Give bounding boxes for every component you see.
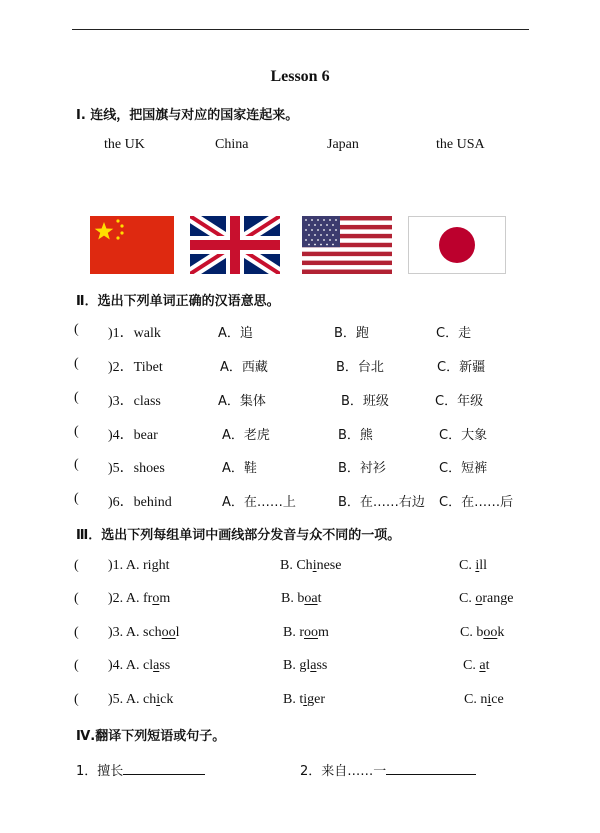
option-a: )5. A. chick	[108, 692, 174, 707]
option-b: B. Chinese	[280, 558, 342, 573]
country-label-china: China	[215, 137, 249, 152]
japan-flag	[408, 216, 506, 274]
option-a: A．追	[218, 326, 253, 341]
option-c: C．大象	[439, 428, 488, 443]
section2-heading: Ⅱ．选出下列单词正确的汉语意思。	[76, 294, 280, 309]
option-a: A．西藏	[220, 360, 268, 375]
china-flag	[90, 216, 174, 274]
answer-paren: (	[74, 457, 79, 472]
option-b: B．台北	[336, 360, 384, 375]
option-c: C．短裤	[439, 461, 488, 476]
answer-paren: (	[74, 625, 79, 640]
uk-flag	[190, 216, 280, 274]
translate-item-1: 1．擅长	[76, 760, 205, 779]
section3-heading: Ⅲ．选出下列每组单词中画线部分发音与众不同的一项。	[76, 528, 401, 543]
section1-heading: Ⅰ. 连线，把国旗与对应的国家连起来。	[76, 108, 299, 123]
question-word: )2．Tibet	[108, 360, 163, 375]
page-title: Lesson 6	[270, 68, 330, 85]
option-c: C. at	[463, 658, 490, 673]
option-a: )3. A. school	[108, 625, 180, 640]
option-c: C. nice	[464, 692, 504, 707]
usa-flag	[302, 216, 392, 274]
answer-blank[interactable]	[386, 760, 476, 775]
option-a: A．老虎	[222, 428, 270, 443]
option-b: B．在……右边	[338, 495, 425, 510]
question-word: )5．shoes	[108, 461, 165, 476]
option-a: )4. A. class	[108, 658, 171, 673]
answer-paren: (	[74, 658, 79, 673]
translate-item-2: 2．来自……一	[300, 760, 476, 779]
answer-paren: (	[74, 692, 79, 707]
section4-heading: Ⅳ.翻译下列短语或句子。	[76, 729, 226, 744]
option-a: A．在……上	[222, 495, 296, 510]
header-rule	[72, 29, 529, 30]
answer-blank[interactable]	[123, 760, 205, 775]
answer-paren: (	[74, 591, 79, 606]
option-a: )2. A. from	[108, 591, 171, 606]
answer-paren: (	[74, 390, 79, 405]
question-word: )1．walk	[108, 326, 161, 341]
option-c: C．走	[436, 326, 472, 341]
option-b: B. boat	[281, 591, 322, 606]
option-b: B．衬衫	[338, 461, 386, 476]
country-label-japan: Japan	[327, 137, 359, 152]
question-word: )3．class	[108, 394, 161, 409]
option-c: C. ill	[459, 558, 488, 573]
option-b: B．熊	[338, 428, 373, 443]
option-b: B．班级	[341, 394, 389, 409]
option-c: C. orange	[459, 591, 514, 606]
option-a: A．鞋	[222, 461, 257, 476]
question-word: )4．bear	[108, 428, 158, 443]
option-a: )1. A. right	[108, 558, 170, 573]
option-a: A．集体	[218, 394, 266, 409]
option-b: B. glass	[283, 658, 328, 673]
country-label-uk: the UK	[104, 137, 145, 152]
option-b: B. tiger	[283, 692, 326, 707]
answer-paren: (	[74, 424, 79, 439]
question-word: )6．behind	[108, 495, 172, 510]
option-c: C．年级	[435, 394, 484, 409]
answer-paren: (	[74, 356, 79, 371]
option-b: B．跑	[334, 326, 369, 341]
option-c: C．在……后	[439, 495, 514, 510]
option-b: B. room	[283, 625, 329, 640]
answer-paren: (	[74, 558, 79, 573]
country-label-usa: the USA	[436, 137, 485, 152]
option-c: C．新疆	[437, 360, 486, 375]
answer-paren: (	[74, 322, 79, 337]
answer-paren: (	[74, 491, 79, 506]
option-c: C. book	[460, 625, 505, 640]
